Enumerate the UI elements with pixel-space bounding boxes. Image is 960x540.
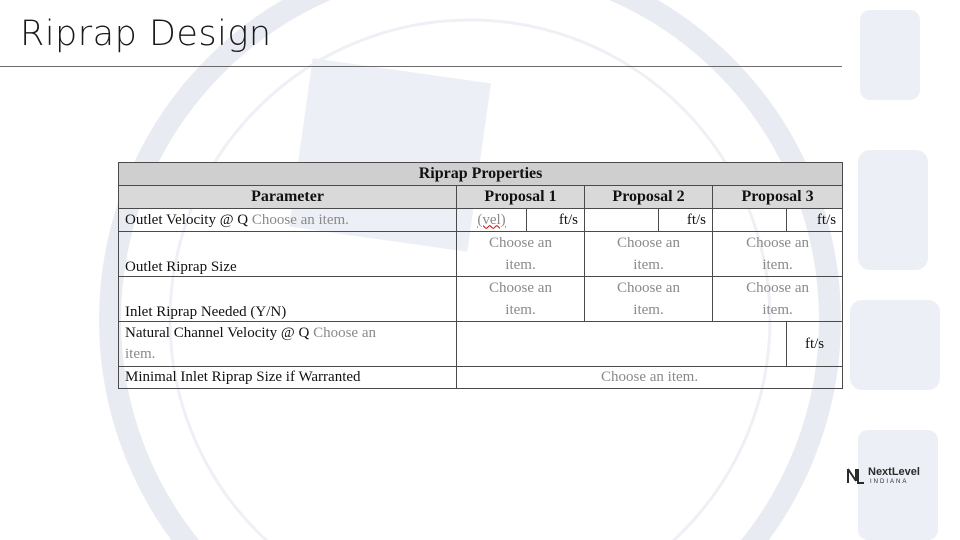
nextlevel-logo-icon [846,466,866,486]
natural-channel-velocity-label: Natural Channel Velocity @ Q Choose an item. [119,322,457,367]
header-proposal-1: Proposal 1 [457,186,585,209]
header-proposal-2: Proposal 2 [585,186,713,209]
slide-title: Riprap Design [20,14,272,54]
p2-outlet-riprap-dropdown[interactable]: Choose an item. [585,232,713,277]
natural-channel-velocity-field[interactable] [457,322,787,367]
nextlevel-indiana-logo: NextLevel INDIANA [846,466,936,488]
p3-velocity-unit: ft/s [787,209,843,232]
p1-inlet-needed-dropdown[interactable]: Choose an item. [457,277,585,322]
p2-velocity-field[interactable] [585,209,659,232]
p2-inlet-needed-dropdown[interactable]: Choose an item. [585,277,713,322]
p1-outlet-riprap-dropdown[interactable]: Choose an item. [457,232,585,277]
inlet-riprap-needed-label: Inlet Riprap Needed (Y/N) [119,277,457,322]
title-divider [0,66,842,67]
outlet-velocity-text: Outlet Velocity @ Q [125,211,249,228]
p3-outlet-riprap-dropdown[interactable]: Choose an item. [713,232,843,277]
p1-velocity-field[interactable]: (vel) [457,209,527,232]
p3-inlet-needed-dropdown[interactable]: Choose an item. [713,277,843,322]
natural-channel-velocity-unit: ft/s [787,322,843,367]
p1-velocity-unit: ft/s [527,209,585,232]
riprap-properties-table [118,162,842,390]
minimal-inlet-riprap-dropdown[interactable]: Choose an item. [457,367,843,389]
p3-velocity-field[interactable] [713,209,787,232]
minimal-inlet-riprap-label: Minimal Inlet Riprap Size if Warranted [119,367,457,389]
natural-channel-q-dropdown[interactable]: Choose an [313,325,377,341]
p2-velocity-unit: ft/s [659,209,713,232]
header-parameter: Parameter [119,186,457,209]
outlet-riprap-size-label: Outlet Riprap Size [119,232,457,277]
header-proposal-3: Proposal 3 [713,186,843,209]
outlet-velocity-q-dropdown[interactable]: Choose an item. [251,211,349,228]
table-title: Riprap Properties [119,163,843,186]
row-outlet-velocity-label [119,209,457,232]
